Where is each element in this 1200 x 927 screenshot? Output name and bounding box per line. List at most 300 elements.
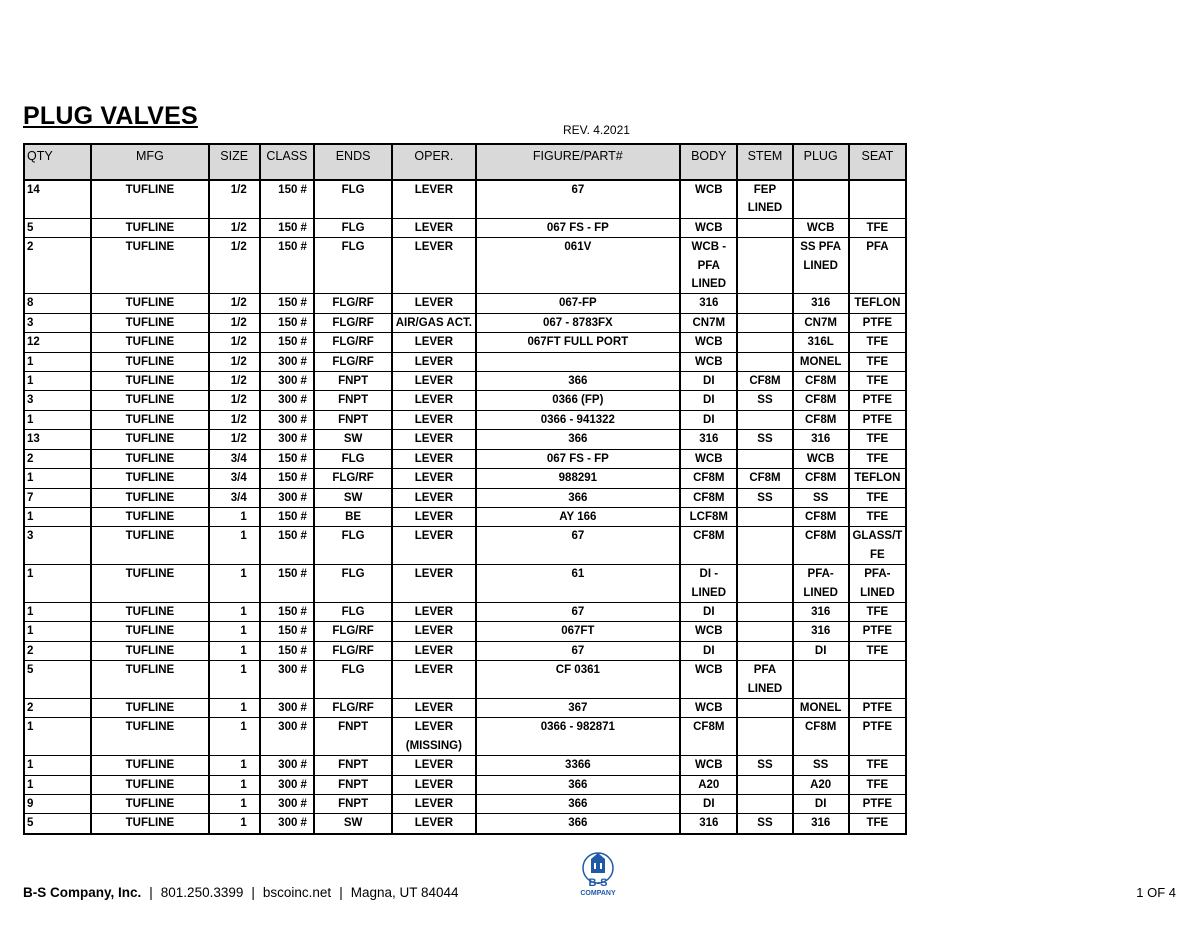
cell-qty: 3 — [24, 391, 91, 410]
cell-seat — [849, 661, 906, 699]
cell-qty: 1 — [24, 469, 91, 488]
cell-size: 3/4 — [209, 469, 260, 488]
table-row — [24, 469, 906, 488]
cell-mfg: TUFLINE — [91, 352, 208, 371]
table-row — [24, 410, 906, 429]
table-row — [24, 372, 906, 391]
cell-stem: PFA LINED — [737, 661, 792, 699]
cell-qty: 5 — [24, 814, 91, 834]
cell-plug: A20 — [793, 775, 849, 794]
cell-plug: CF8M — [793, 718, 849, 756]
table-row — [24, 756, 906, 775]
cell-oper: AIR/GAS ACT. — [392, 313, 475, 332]
cell-size: 1/2 — [209, 391, 260, 410]
cell-stem: SS — [737, 488, 792, 507]
cell-qty: 1 — [24, 410, 91, 429]
cell-seat: TFE — [849, 775, 906, 794]
cell-ends: FNPT — [314, 775, 392, 794]
cell-oper: LEVER — [392, 352, 475, 371]
cell-mfg: TUFLINE — [91, 313, 208, 332]
cell-qty: 1 — [24, 756, 91, 775]
cell-seat: TFE — [849, 507, 906, 526]
cell-figure-part: 067FT FULL PORT — [476, 333, 681, 352]
cell-body: CF8M — [680, 527, 737, 565]
cell-ends: FLG/RF — [314, 698, 392, 717]
cell-stem: SS — [737, 756, 792, 775]
table-row — [24, 698, 906, 717]
cell-ends: FLG/RF — [314, 313, 392, 332]
cell-stem — [737, 527, 792, 565]
cell-qty: 2 — [24, 449, 91, 468]
cell-stem — [737, 565, 792, 603]
table-row — [24, 333, 906, 352]
cell-body: DI — [680, 391, 737, 410]
cell-class: 300 # — [260, 775, 314, 794]
cell-size: 3/4 — [209, 449, 260, 468]
cell-qty: 9 — [24, 795, 91, 814]
cell-body: DI — [680, 641, 737, 660]
cell-seat: PTFE — [849, 313, 906, 332]
cell-body: WCB — [680, 180, 737, 218]
cell-plug — [793, 180, 849, 218]
cell-body: 316 — [680, 430, 737, 449]
cell-seat: TFE — [849, 218, 906, 237]
cell-mfg: TUFLINE — [91, 756, 208, 775]
table-row — [24, 507, 906, 526]
cell-mfg: TUFLINE — [91, 469, 208, 488]
cell-ends: FLG — [314, 238, 392, 294]
cell-mfg: TUFLINE — [91, 661, 208, 699]
cell-oper: LEVER — [392, 469, 475, 488]
cell-mfg: TUFLINE — [91, 565, 208, 603]
cell-plug: DI — [793, 641, 849, 660]
cell-ends: FNPT — [314, 391, 392, 410]
cell-mfg: TUFLINE — [91, 391, 208, 410]
cell-stem — [737, 602, 792, 621]
cell-plug: CF8M — [793, 372, 849, 391]
cell-stem — [737, 775, 792, 794]
cell-size: 1 — [209, 641, 260, 660]
cell-class: 300 # — [260, 718, 314, 756]
cell-class: 150 # — [260, 313, 314, 332]
cell-oper: LEVER — [392, 488, 475, 507]
cell-mfg: TUFLINE — [91, 410, 208, 429]
cell-figure-part: 366 — [476, 372, 681, 391]
cell-plug: 316L — [793, 333, 849, 352]
cell-stem: CF8M — [737, 469, 792, 488]
cell-ends: FNPT — [314, 756, 392, 775]
table-header — [24, 144, 906, 180]
cell-class: 150 # — [260, 469, 314, 488]
table-row — [24, 294, 906, 313]
cell-seat: TEFLON — [849, 469, 906, 488]
table-row — [24, 718, 906, 756]
cell-oper: LEVER — [392, 391, 475, 410]
header-row — [24, 144, 906, 180]
cell-figure-part: 0366 - 982871 — [476, 718, 681, 756]
cell-class: 300 # — [260, 795, 314, 814]
cell-size: 1/2 — [209, 372, 260, 391]
cell-seat: PFA- LINED — [849, 565, 906, 603]
cell-figure-part: 067 - 8783FX — [476, 313, 681, 332]
cell-ends: SW — [314, 430, 392, 449]
cell-plug: 316 — [793, 622, 849, 641]
plug-valves-table — [23, 143, 907, 835]
cell-body: CF8M — [680, 488, 737, 507]
cell-class: 150 # — [260, 180, 314, 218]
cell-body: WCB — [680, 352, 737, 371]
cell-ends: FLG — [314, 661, 392, 699]
cell-qty: 7 — [24, 488, 91, 507]
table-row — [24, 488, 906, 507]
cell-plug: SS — [793, 756, 849, 775]
cell-body: WCB — [680, 333, 737, 352]
cell-qty: 2 — [24, 698, 91, 717]
cell-figure-part: 067-FP — [476, 294, 681, 313]
cell-body: DI — [680, 372, 737, 391]
cell-ends: FLG — [314, 180, 392, 218]
cell-class: 300 # — [260, 352, 314, 371]
cell-class: 150 # — [260, 641, 314, 660]
cell-seat: PTFE — [849, 622, 906, 641]
cell-size: 1 — [209, 661, 260, 699]
cell-ends: FNPT — [314, 410, 392, 429]
cell-seat: TFE — [849, 430, 906, 449]
cell-ends: FLG — [314, 449, 392, 468]
cell-plug: PFA- LINED — [793, 565, 849, 603]
cell-body: CF8M — [680, 469, 737, 488]
cell-seat: PTFE — [849, 410, 906, 429]
cell-size: 3/4 — [209, 488, 260, 507]
cell-size: 1 — [209, 602, 260, 621]
cell-mfg: TUFLINE — [91, 430, 208, 449]
cell-ends: BE — [314, 507, 392, 526]
cell-oper: LEVER — [392, 449, 475, 468]
cell-plug: CF8M — [793, 391, 849, 410]
cell-size: 1/2 — [209, 180, 260, 218]
cell-qty: 3 — [24, 313, 91, 332]
column-header-ends: ENDS — [314, 144, 392, 180]
cell-ends: FLG/RF — [314, 352, 392, 371]
cell-size: 1 — [209, 622, 260, 641]
cell-plug: CF8M — [793, 507, 849, 526]
cell-body: WCB — [680, 622, 737, 641]
cell-plug: 316 — [793, 814, 849, 834]
table-row — [24, 430, 906, 449]
cell-body: WCB — [680, 756, 737, 775]
cell-class: 150 # — [260, 218, 314, 237]
cell-seat: TFE — [849, 352, 906, 371]
cell-figure-part: 0366 - 941322 — [476, 410, 681, 429]
cell-stem — [737, 238, 792, 294]
cell-mfg: TUFLINE — [91, 641, 208, 660]
cell-oper: LEVER — [392, 333, 475, 352]
cell-mfg: TUFLINE — [91, 698, 208, 717]
table-row — [24, 238, 906, 294]
cell-plug: WCB — [793, 218, 849, 237]
cell-stem — [737, 410, 792, 429]
cell-figure-part: AY 166 — [476, 507, 681, 526]
cell-size: 1 — [209, 527, 260, 565]
cell-body: WCB — [680, 449, 737, 468]
cell-class: 150 # — [260, 294, 314, 313]
table-row — [24, 775, 906, 794]
cell-ends: FLG/RF — [314, 469, 392, 488]
column-header-size: SIZE — [209, 144, 260, 180]
cell-plug: 316 — [793, 430, 849, 449]
cell-plug: MONEL — [793, 698, 849, 717]
cell-mfg: TUFLINE — [91, 180, 208, 218]
table-row — [24, 565, 906, 603]
cell-seat: TFE — [849, 372, 906, 391]
phone-number: 801.250.3399 — [160, 885, 244, 900]
cell-plug: 316 — [793, 294, 849, 313]
cell-figure-part: 067 FS - FP — [476, 218, 681, 237]
column-header-qty: QTY — [24, 144, 91, 180]
cell-stem — [737, 333, 792, 352]
cell-body: 316 — [680, 294, 737, 313]
cell-mfg: TUFLINE — [91, 814, 208, 834]
separator: | — [251, 885, 255, 900]
logo-text-bs: B-S — [588, 877, 608, 889]
cell-body: DI — [680, 795, 737, 814]
cell-plug: CF8M — [793, 410, 849, 429]
table-body — [24, 180, 906, 834]
cell-qty: 14 — [24, 180, 91, 218]
cell-size: 1/2 — [209, 313, 260, 332]
cell-figure-part: 67 — [476, 602, 681, 621]
cell-body: DI — [680, 410, 737, 429]
cell-ends: FLG/RF — [314, 294, 392, 313]
cell-class: 300 # — [260, 372, 314, 391]
cell-plug: DI — [793, 795, 849, 814]
cell-size: 1/2 — [209, 352, 260, 371]
cell-seat: TFE — [849, 602, 906, 621]
cell-qty: 2 — [24, 641, 91, 660]
cell-figure-part: 366 — [476, 488, 681, 507]
cell-mfg: TUFLINE — [91, 795, 208, 814]
cell-qty: 3 — [24, 527, 91, 565]
cell-size: 1 — [209, 698, 260, 717]
cell-oper: LEVER — [392, 294, 475, 313]
page-title: PLUG VALVES — [23, 102, 198, 130]
cell-size: 1 — [209, 795, 260, 814]
cell-qty: 8 — [24, 294, 91, 313]
cell-size: 1 — [209, 756, 260, 775]
column-header-class: CLASS — [260, 144, 314, 180]
revision-label: REV. 4.2021 — [563, 123, 630, 137]
cell-stem: FEP LINED — [737, 180, 792, 218]
cell-oper: LEVER — [392, 507, 475, 526]
cell-ends: FLG/RF — [314, 622, 392, 641]
cell-body: A20 — [680, 775, 737, 794]
cell-figure-part: 061V — [476, 238, 681, 294]
cell-seat: PTFE — [849, 795, 906, 814]
page-number: 1 OF 4 — [1136, 885, 1176, 900]
table-row — [24, 391, 906, 410]
website: bscoinc.net — [262, 885, 332, 900]
cell-class: 300 # — [260, 756, 314, 775]
cell-figure-part: 67 — [476, 527, 681, 565]
cell-mfg: TUFLINE — [91, 622, 208, 641]
cell-ends: FNPT — [314, 718, 392, 756]
cell-mfg: TUFLINE — [91, 718, 208, 756]
cell-class: 300 # — [260, 698, 314, 717]
cell-oper: LEVER — [392, 372, 475, 391]
cell-stem: SS — [737, 391, 792, 410]
table-row — [24, 218, 906, 237]
cell-stem — [737, 718, 792, 756]
cell-stem — [737, 641, 792, 660]
column-header-oper: OPER. — [392, 144, 475, 180]
column-header-plug: PLUG — [793, 144, 849, 180]
cell-ends: FNPT — [314, 372, 392, 391]
cell-seat: TFE — [849, 756, 906, 775]
cell-class: 150 # — [260, 238, 314, 294]
location: Magna, UT 84044 — [350, 885, 459, 900]
cell-oper: LEVER — [392, 775, 475, 794]
cell-mfg: TUFLINE — [91, 507, 208, 526]
cell-qty: 1 — [24, 622, 91, 641]
cell-body: 316 — [680, 814, 737, 834]
cell-plug — [793, 661, 849, 699]
cell-mfg: TUFLINE — [91, 602, 208, 621]
cell-ends: FLG/RF — [314, 333, 392, 352]
cell-qty: 1 — [24, 602, 91, 621]
logo-text-company: COMPANY — [580, 890, 616, 897]
cell-class: 150 # — [260, 507, 314, 526]
company-name: B-S Company, Inc. — [23, 885, 142, 900]
cell-oper: LEVER — [392, 238, 475, 294]
cell-figure-part: 0366 (FP) — [476, 391, 681, 410]
cell-figure-part: 366 — [476, 795, 681, 814]
cell-oper: LEVER — [392, 527, 475, 565]
cell-oper: LEVER — [392, 622, 475, 641]
cell-mfg: TUFLINE — [91, 372, 208, 391]
cell-stem — [737, 218, 792, 237]
cell-plug: SS PFA LINED — [793, 238, 849, 294]
cell-plug: WCB — [793, 449, 849, 468]
cell-body: WCB — [680, 661, 737, 699]
cell-size: 1/2 — [209, 238, 260, 294]
cell-oper: LEVER — [392, 814, 475, 834]
cell-size: 1 — [209, 507, 260, 526]
cell-oper: LEVER — [392, 795, 475, 814]
cell-size: 1/2 — [209, 333, 260, 352]
separator: | — [339, 885, 343, 900]
table-row — [24, 814, 906, 834]
cell-plug: CF8M — [793, 469, 849, 488]
cell-body: WCB — [680, 698, 737, 717]
column-header-seat: SEAT — [849, 144, 906, 180]
cell-figure-part: 988291 — [476, 469, 681, 488]
cell-stem — [737, 622, 792, 641]
cell-plug: CF8M — [793, 527, 849, 565]
cell-oper: LEVER — [392, 756, 475, 775]
cell-class: 150 # — [260, 565, 314, 603]
table-row — [24, 641, 906, 660]
cell-mfg: TUFLINE — [91, 294, 208, 313]
cell-qty: 1 — [24, 718, 91, 756]
cell-ends: FLG — [314, 565, 392, 603]
table-row — [24, 352, 906, 371]
separator: | — [149, 885, 153, 900]
cell-oper: LEVER — [392, 565, 475, 603]
cell-ends: FLG — [314, 602, 392, 621]
cell-figure-part: 67 — [476, 180, 681, 218]
cell-ends: FLG — [314, 527, 392, 565]
cell-body: CN7M — [680, 313, 737, 332]
cell-figure-part: 067 FS - FP — [476, 449, 681, 468]
table-row — [24, 449, 906, 468]
cell-stem — [737, 352, 792, 371]
cell-figure-part: 067FT — [476, 622, 681, 641]
column-header-body: BODY — [680, 144, 737, 180]
cell-stem — [737, 449, 792, 468]
cell-qty: 5 — [24, 661, 91, 699]
cell-class: 150 # — [260, 622, 314, 641]
cell-figure-part: 366 — [476, 814, 681, 834]
cell-size: 1 — [209, 814, 260, 834]
cell-body: CF8M — [680, 718, 737, 756]
cell-size: 1/2 — [209, 410, 260, 429]
cell-oper: LEVER — [392, 698, 475, 717]
cell-class: 300 # — [260, 488, 314, 507]
cell-seat: TFE — [849, 814, 906, 834]
cell-ends: SW — [314, 814, 392, 834]
cell-stem: SS — [737, 814, 792, 834]
cell-plug: SS — [793, 488, 849, 507]
cell-figure-part: 366 — [476, 775, 681, 794]
cell-mfg: TUFLINE — [91, 333, 208, 352]
cell-class: 300 # — [260, 410, 314, 429]
cell-stem — [737, 313, 792, 332]
cell-seat: PFA — [849, 238, 906, 294]
cell-body: WCB - PFA LINED — [680, 238, 737, 294]
cell-mfg: TUFLINE — [91, 238, 208, 294]
cell-figure-part — [476, 352, 681, 371]
cell-body: DI — [680, 602, 737, 621]
cell-ends: SW — [314, 488, 392, 507]
cell-class: 150 # — [260, 527, 314, 565]
table-row — [24, 527, 906, 565]
table-row — [24, 622, 906, 641]
column-header-mfg: MFG — [91, 144, 208, 180]
cell-mfg: TUFLINE — [91, 775, 208, 794]
cell-oper: LEVER — [392, 180, 475, 218]
cell-oper: LEVER — [392, 218, 475, 237]
cell-oper: LEVER — [392, 641, 475, 660]
cell-size: 1/2 — [209, 430, 260, 449]
column-header-stem: STEM — [737, 144, 792, 180]
cell-class: 300 # — [260, 661, 314, 699]
cell-figure-part: CF 0361 — [476, 661, 681, 699]
table-row — [24, 602, 906, 621]
column-header-figure-part: FIGURE/PART# — [476, 144, 681, 180]
cell-figure-part: 367 — [476, 698, 681, 717]
cell-mfg: TUFLINE — [91, 218, 208, 237]
cell-mfg: TUFLINE — [91, 488, 208, 507]
cell-stem: CF8M — [737, 372, 792, 391]
cell-ends: FLG/RF — [314, 641, 392, 660]
cell-seat: PTFE — [849, 718, 906, 756]
cell-oper: LEVER (MISSING) — [392, 718, 475, 756]
cell-size: 1 — [209, 565, 260, 603]
footer-contact — [23, 885, 459, 900]
cell-seat: GLASS/TFE — [849, 527, 906, 565]
cell-seat — [849, 180, 906, 218]
cell-stem — [737, 698, 792, 717]
